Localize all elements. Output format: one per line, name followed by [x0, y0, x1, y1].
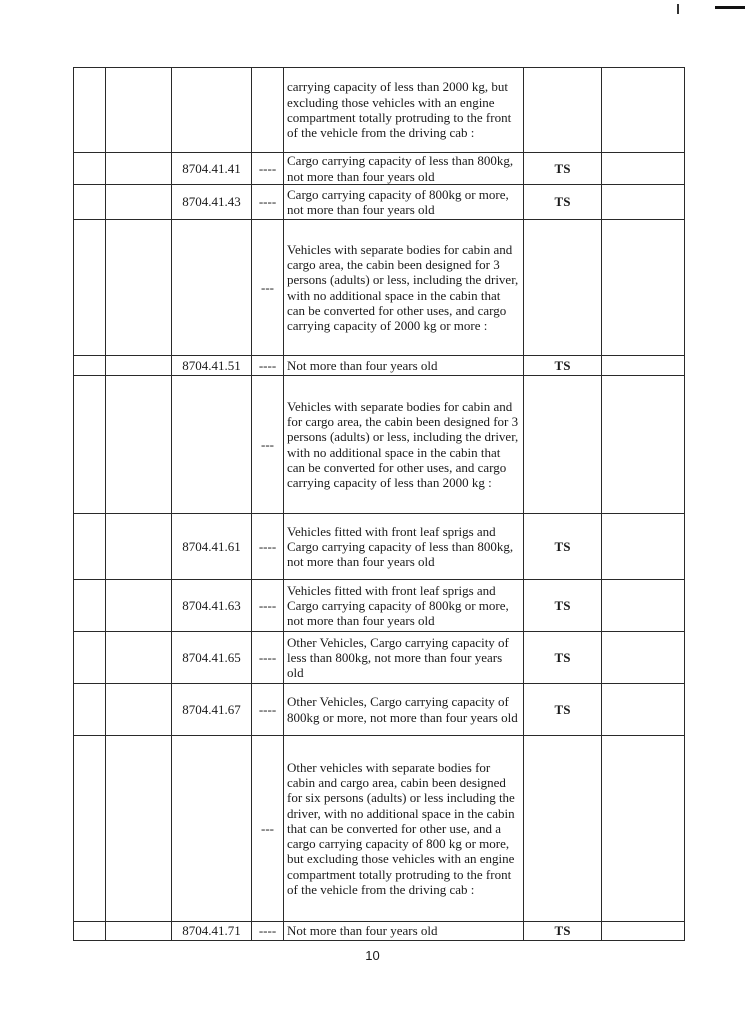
hs-code: 8704.41.65 — [172, 632, 252, 684]
description: carrying capacity of less than 2000 kg, but excluding those vehicles with an engine compartment totally protruding to the front of the vehicle from the driving cab : — [284, 68, 524, 153]
hs-code: 8704.41.43 — [172, 185, 252, 220]
blank-cell — [106, 736, 172, 922]
blank-cell — [602, 632, 685, 684]
blank-cell — [602, 736, 685, 922]
tariff-table — [73, 67, 685, 941]
duty-rate — [524, 220, 602, 356]
duty-rate: TS — [524, 185, 602, 220]
level-dash: --- — [252, 376, 284, 514]
blank-cell — [106, 220, 172, 356]
table-row — [74, 68, 685, 153]
blank-cell — [602, 185, 685, 220]
blank-cell — [106, 514, 172, 580]
table-row — [74, 632, 685, 684]
table-row — [74, 580, 685, 632]
description: Vehicles fitted with front leaf sprigs and Cargo carrying capacity of 800kg or more, not more than four years old — [284, 580, 524, 632]
blank-cell — [602, 356, 685, 376]
duty-rate: TS — [524, 580, 602, 632]
table-row — [74, 684, 685, 736]
blank-cell — [602, 580, 685, 632]
blank-cell — [602, 514, 685, 580]
corner-scan-dot — [677, 4, 679, 14]
page-number: 10 — [365, 948, 380, 963]
level-dash — [252, 68, 284, 153]
hs-code: 8704.41.67 — [172, 684, 252, 736]
blank-cell — [602, 684, 685, 736]
description: Not more than four years old — [284, 922, 524, 941]
description: Vehicles with separate bodies for cabin and cargo area, the cabin been designed for 3 persons (adults) or less, including the driver, with no additional space in the cabin that can be converted for other uses, and cargo carrying capacity of 2000 kg or more : — [284, 220, 524, 356]
duty-rate — [524, 376, 602, 514]
level-dash: ---- — [252, 580, 284, 632]
hs-code: 8704.41.71 — [172, 922, 252, 941]
duty-rate: TS — [524, 356, 602, 376]
description: Vehicles fitted with front leaf sprigs and Cargo carrying capacity of less than 800kg, not more than four years old — [284, 514, 524, 580]
hs-code: 8704.41.51 — [172, 356, 252, 376]
blank-cell — [74, 220, 106, 356]
blank-cell — [74, 356, 106, 376]
level-dash: --- — [252, 736, 284, 922]
duty-rate: TS — [524, 514, 602, 580]
duty-rate: TS — [524, 153, 602, 185]
hs-code: 8704.41.41 — [172, 153, 252, 185]
blank-cell — [74, 376, 106, 514]
blank-cell — [106, 632, 172, 684]
description: Cargo carrying capacity of 800kg or more, not more than four years old — [284, 185, 524, 220]
description: Cargo carrying capacity of less than 800kg, not more than four years old — [284, 153, 524, 185]
blank-cell — [602, 922, 685, 941]
level-dash: ---- — [252, 514, 284, 580]
blank-cell — [74, 514, 106, 580]
table-row — [74, 356, 685, 376]
corner-scan-mark — [715, 6, 745, 9]
table-row — [74, 376, 685, 514]
table-row — [74, 922, 685, 941]
hs-code — [172, 376, 252, 514]
blank-cell — [106, 376, 172, 514]
blank-cell — [74, 580, 106, 632]
blank-cell — [106, 356, 172, 376]
duty-rate: TS — [524, 632, 602, 684]
blank-cell — [74, 684, 106, 736]
blank-cell — [602, 220, 685, 356]
table-row — [74, 153, 685, 185]
level-dash: ---- — [252, 153, 284, 185]
description: Not more than four years old — [284, 356, 524, 376]
level-dash: ---- — [252, 185, 284, 220]
duty-rate: TS — [524, 684, 602, 736]
blank-cell — [106, 580, 172, 632]
duty-rate: TS — [524, 922, 602, 941]
blank-cell — [74, 68, 106, 153]
blank-cell — [106, 153, 172, 185]
table-row — [74, 514, 685, 580]
blank-cell — [106, 185, 172, 220]
duty-rate — [524, 68, 602, 153]
blank-cell — [602, 68, 685, 153]
table-row — [74, 220, 685, 356]
blank-cell — [106, 922, 172, 941]
hs-code — [172, 220, 252, 356]
blank-cell — [602, 376, 685, 514]
level-dash: --- — [252, 220, 284, 356]
blank-cell — [106, 684, 172, 736]
level-dash: ---- — [252, 356, 284, 376]
blank-cell — [74, 922, 106, 941]
duty-rate — [524, 736, 602, 922]
hs-code — [172, 736, 252, 922]
description: Vehicles with separate bodies for cabin and for cargo area, the cabin been designed for 3 persons (adults) or less, including the driver, with no additional space in the cabin that can be converted for other uses, and cargo carrying capacity of less than 2000 kg : — [284, 376, 524, 514]
description: Other vehicles with separate bodies for cabin and cargo area, cabin been designed for six persons (adults) or less including the driver, with no additional space in the cabin that can be converted for other use, and a cargo carrying capacity of 800 kg or more, but excluding those vehicles with an engine compartment totally protruding to the front of the vehicle from the driving cab : — [284, 736, 524, 922]
blank-cell — [602, 153, 685, 185]
hs-code: 8704.41.61 — [172, 514, 252, 580]
blank-cell — [74, 185, 106, 220]
blank-cell — [74, 153, 106, 185]
level-dash: ---- — [252, 632, 284, 684]
table-row — [74, 185, 685, 220]
blank-cell — [74, 736, 106, 922]
blank-cell — [106, 68, 172, 153]
level-dash: ---- — [252, 922, 284, 941]
level-dash: ---- — [252, 684, 284, 736]
description: Other Vehicles, Cargo carrying capacity of 800kg or more, not more than four years old — [284, 684, 524, 736]
table-row — [74, 736, 685, 922]
hs-code: 8704.41.63 — [172, 580, 252, 632]
hs-code — [172, 68, 252, 153]
blank-cell — [74, 632, 106, 684]
description: Other Vehicles, Cargo carrying capacity of less than 800kg, not more than four years old — [284, 632, 524, 684]
